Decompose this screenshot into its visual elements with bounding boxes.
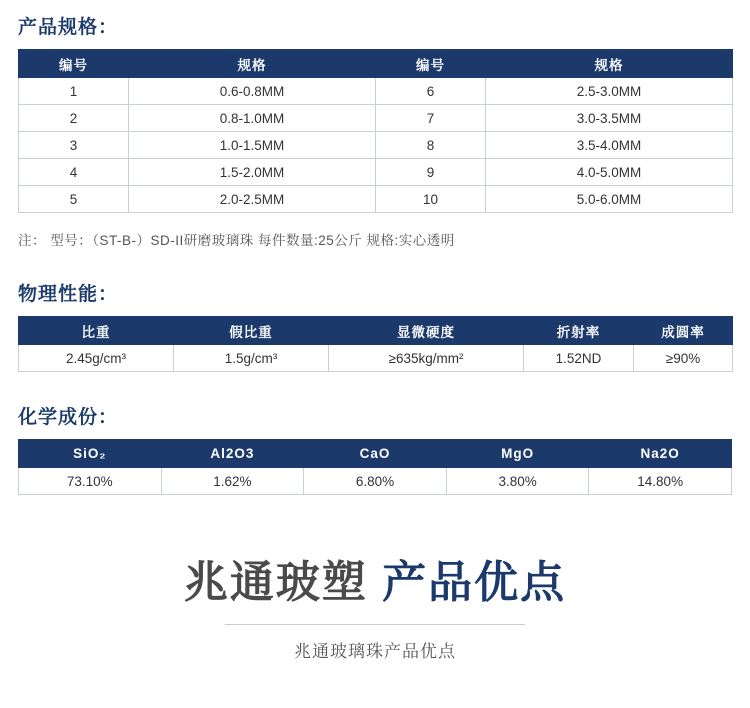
chemical-value-cell: 3.80% xyxy=(446,468,589,495)
spec-section-title: 产品规格： xyxy=(18,17,119,38)
spec-header-cell: 规格 xyxy=(129,50,376,78)
chemical-header-cell: Na2O xyxy=(589,440,732,468)
table-row xyxy=(19,468,732,495)
table-row xyxy=(19,78,733,105)
spec-cell: 0.8-1.0MM xyxy=(129,105,376,132)
table-row xyxy=(19,132,733,159)
spec-cell: 3.5-4.0MM xyxy=(486,132,733,159)
spec-cell: 4 xyxy=(19,159,129,186)
spec-header-cell: 编号 xyxy=(376,50,486,78)
physical-value-cell: ≥90% xyxy=(634,345,733,372)
spec-cell: 3 xyxy=(19,132,129,159)
spec-cell: 0.6-0.8MM xyxy=(129,78,376,105)
chemical-section-title: 化学成份： xyxy=(18,407,119,428)
physical-header-cell: 假比重 xyxy=(174,317,329,345)
physical-header-cell: 比重 xyxy=(19,317,174,345)
chemical-header-cell: MgO xyxy=(446,440,589,468)
table-header-row xyxy=(19,50,733,78)
spec-cell: 7 xyxy=(376,105,486,132)
spec-cell: 9 xyxy=(376,159,486,186)
spec-cell: 2 xyxy=(19,105,129,132)
spec-cell: 8 xyxy=(376,132,486,159)
spec-cell: 3.0-3.5MM xyxy=(486,105,733,132)
chemical-header-cell: CaO xyxy=(304,440,447,468)
physical-header-cell: 显微硬度 xyxy=(329,317,524,345)
spec-header-cell: 规格 xyxy=(486,50,733,78)
spec-note: 注： 型号：（ST-B-）SD-II研磨玻璃珠 每件数量:25公斤 规格:实心透明 xyxy=(18,233,455,248)
table-header-row xyxy=(19,440,732,468)
spec-cell: 1.5-2.0MM xyxy=(129,159,376,186)
chemical-value-cell: 6.80% xyxy=(304,468,447,495)
physical-value-cell: 2.45g/cm³ xyxy=(19,345,174,372)
spec-cell: 2.5-3.0MM xyxy=(486,78,733,105)
chemical-value-cell: 1.62% xyxy=(161,468,304,495)
banner-divider xyxy=(225,624,525,625)
table-row xyxy=(19,159,733,186)
chemical-header-cell: Al2O3 xyxy=(161,440,304,468)
table-row xyxy=(19,105,733,132)
spec-cell: 4.0-5.0MM xyxy=(486,159,733,186)
spec-cell: 1 xyxy=(19,78,129,105)
spec-cell: 5 xyxy=(19,186,129,213)
physical-value-cell: ≥635kg/mm² xyxy=(329,345,524,372)
spec-cell: 6 xyxy=(376,78,486,105)
product-spec-table xyxy=(18,49,733,213)
chemical-composition-table xyxy=(18,439,732,495)
banner-subtitle: 兆通玻璃珠产品优点 xyxy=(294,642,456,661)
physical-value-cell: 1.52ND xyxy=(524,345,634,372)
brand-banner xyxy=(18,555,732,662)
spec-cell: 5.0-6.0MM xyxy=(486,186,733,213)
chemical-value-cell: 14.80% xyxy=(589,468,732,495)
table-row xyxy=(19,345,733,372)
spec-cell: 10 xyxy=(376,186,486,213)
banner-accent-text: 产品优点 xyxy=(382,558,567,607)
chemical-header-cell: SiO₂ xyxy=(19,440,162,468)
table-row xyxy=(19,186,733,213)
spec-header-cell: 编号 xyxy=(19,50,129,78)
physical-header-cell: 折射率 xyxy=(524,317,634,345)
spec-cell: 1.0-1.5MM xyxy=(129,132,376,159)
physical-value-cell: 1.5g/cm³ xyxy=(174,345,329,372)
chemical-value-cell: 73.10% xyxy=(19,468,162,495)
physical-properties-table xyxy=(18,316,733,372)
table-header-row xyxy=(19,317,733,345)
physical-section-title: 物理性能： xyxy=(18,284,119,305)
spec-cell: 2.0-2.5MM xyxy=(129,186,376,213)
physical-header-cell: 成圆率 xyxy=(634,317,733,345)
banner-brand-text: 兆通玻塑 xyxy=(183,558,368,607)
banner-headline xyxy=(18,555,732,610)
